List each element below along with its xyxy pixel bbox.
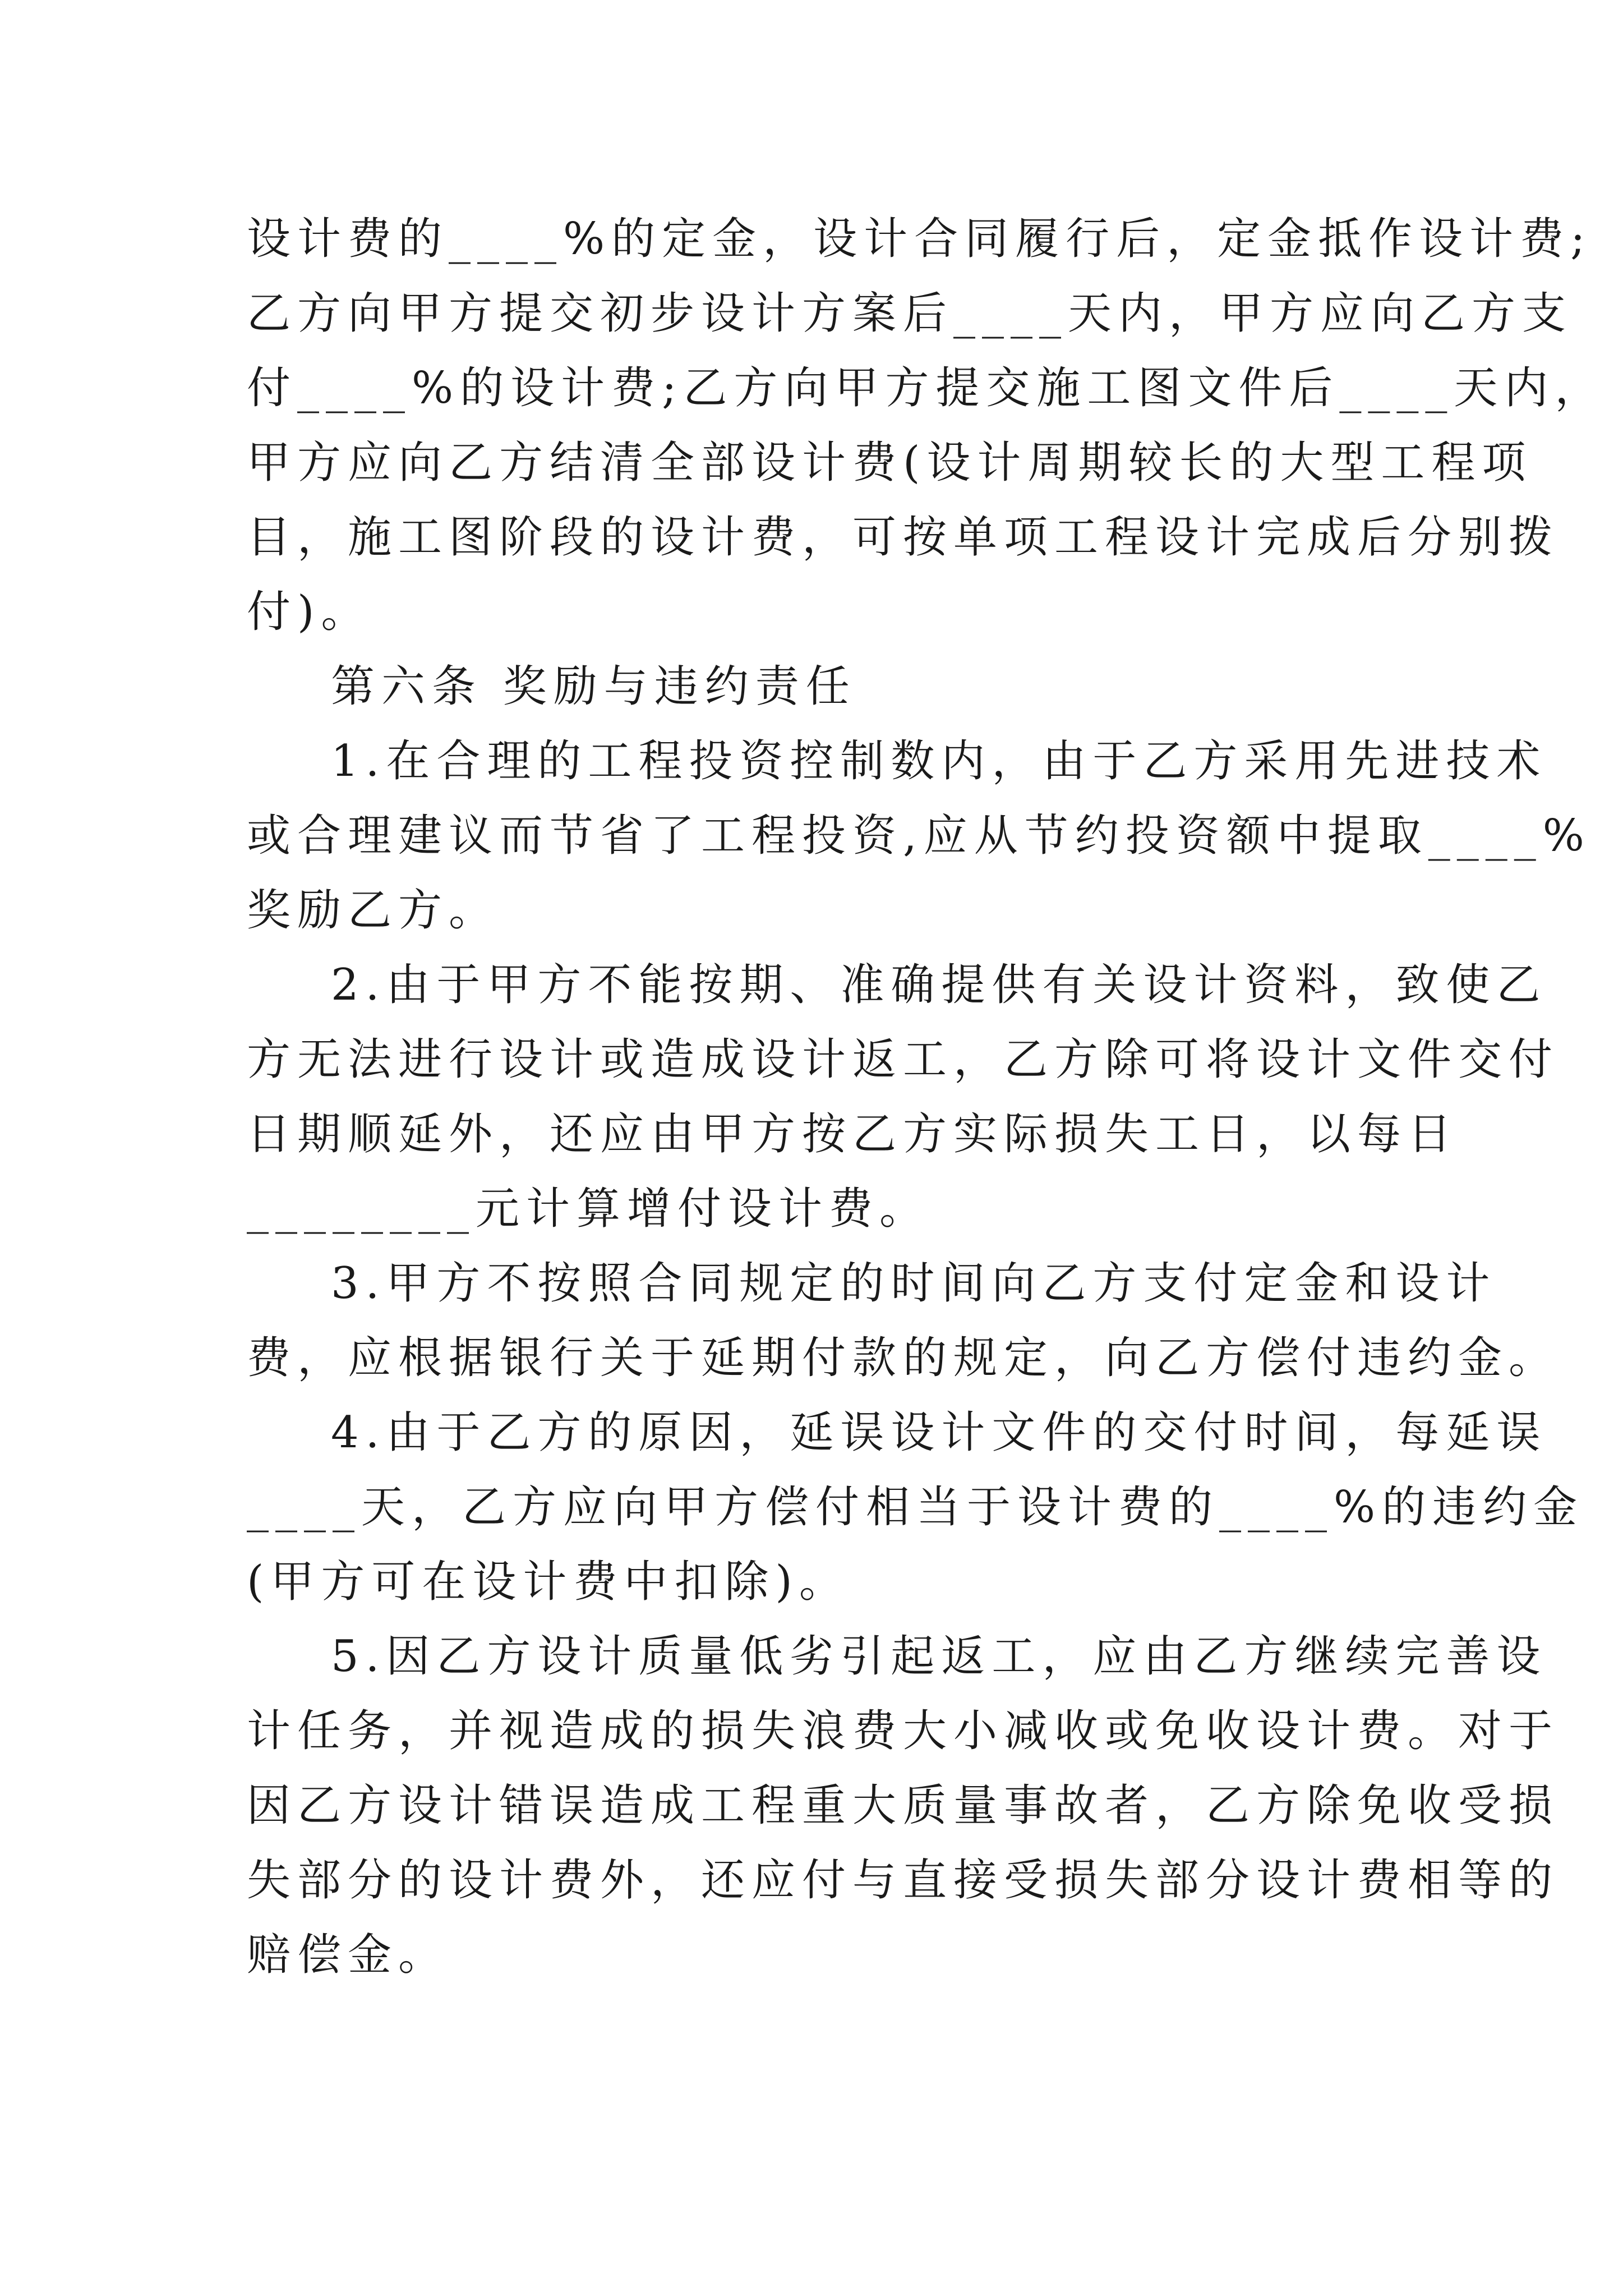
paragraph-line: 甲方应向乙方结清全部设计费(设计周期较长的大型工程项 [247, 438, 1533, 488]
clause-3-line: 3.甲方不按照合同规定的时间向乙方支付定金和设计 [331, 1258, 1497, 1309]
clause-1-line: 或合理建议而节省了工程投资,应从节约投资额中提取____% [247, 811, 1591, 861]
paragraph-line: 付____%的设计费;乙方向甲方提交施工图文件后____天内， [247, 363, 1606, 413]
clause-5-line: 赔偿金。 [247, 1930, 449, 1980]
clause-2-line: ________元计算增付设计费。 [247, 1184, 930, 1234]
clause-5-line: 因乙方设计错误造成工程重大质量事故者，乙方除免收受损 [247, 1780, 1560, 1831]
article-heading: 第六条 奖励与违约责任 [331, 661, 856, 712]
paragraph-line: 付)。 [247, 587, 372, 637]
clause-4-line: 4.由于乙方的原因，延误设计文件的交付时间，每延误 [331, 1407, 1547, 1458]
clause-3-line: 费，应根据银行关于延期付款的规定，向乙方偿付违约金。 [247, 1333, 1560, 1383]
clause-2-line: 2.由于甲方不能按期、准确提供有关设计资料，致使乙 [331, 960, 1547, 1010]
clause-5-line: 5.因乙方设计质量低劣引起返工，应由乙方继续完善设 [331, 1631, 1547, 1682]
clause-2-line: 方无法进行设计或造成设计返工，乙方除可将设计文件交付 [247, 1034, 1560, 1085]
clause-1-line: 1.在合理的工程投资控制数内，由于乙方采用先进技术 [331, 736, 1547, 786]
clause-5-line: 失部分的设计费外，还应付与直接受损失部分设计费相等的 [247, 1855, 1560, 1906]
clause-1-line: 奖励乙方。 [247, 885, 500, 936]
clause-4-line: ____天，乙方应向甲方偿付相当于设计费的____%的违约金 [247, 1482, 1584, 1533]
paragraph-line: 乙方向甲方提交初步设计方案后____天内，甲方应向乙方支 [247, 288, 1573, 339]
paragraph-line: 设计费的____%的定金，设计合同履行后，定金抵作设计费; [247, 214, 1592, 264]
clause-5-line: 计任务，并视造成的损失浪费大小减收或免收设计费。对于 [247, 1706, 1560, 1756]
clause-4-line: (甲方可在设计费中扣除)。 [247, 1557, 850, 1607]
document-page [247, 202, 1606, 1993]
clause-2-line: 日期顺延外，还应由甲方按乙方实际损失工日，以每日 [247, 1109, 1459, 1159]
paragraph-line: 目，施工图阶段的设计费，可按单项工程设计完成后分别拨 [247, 512, 1560, 563]
